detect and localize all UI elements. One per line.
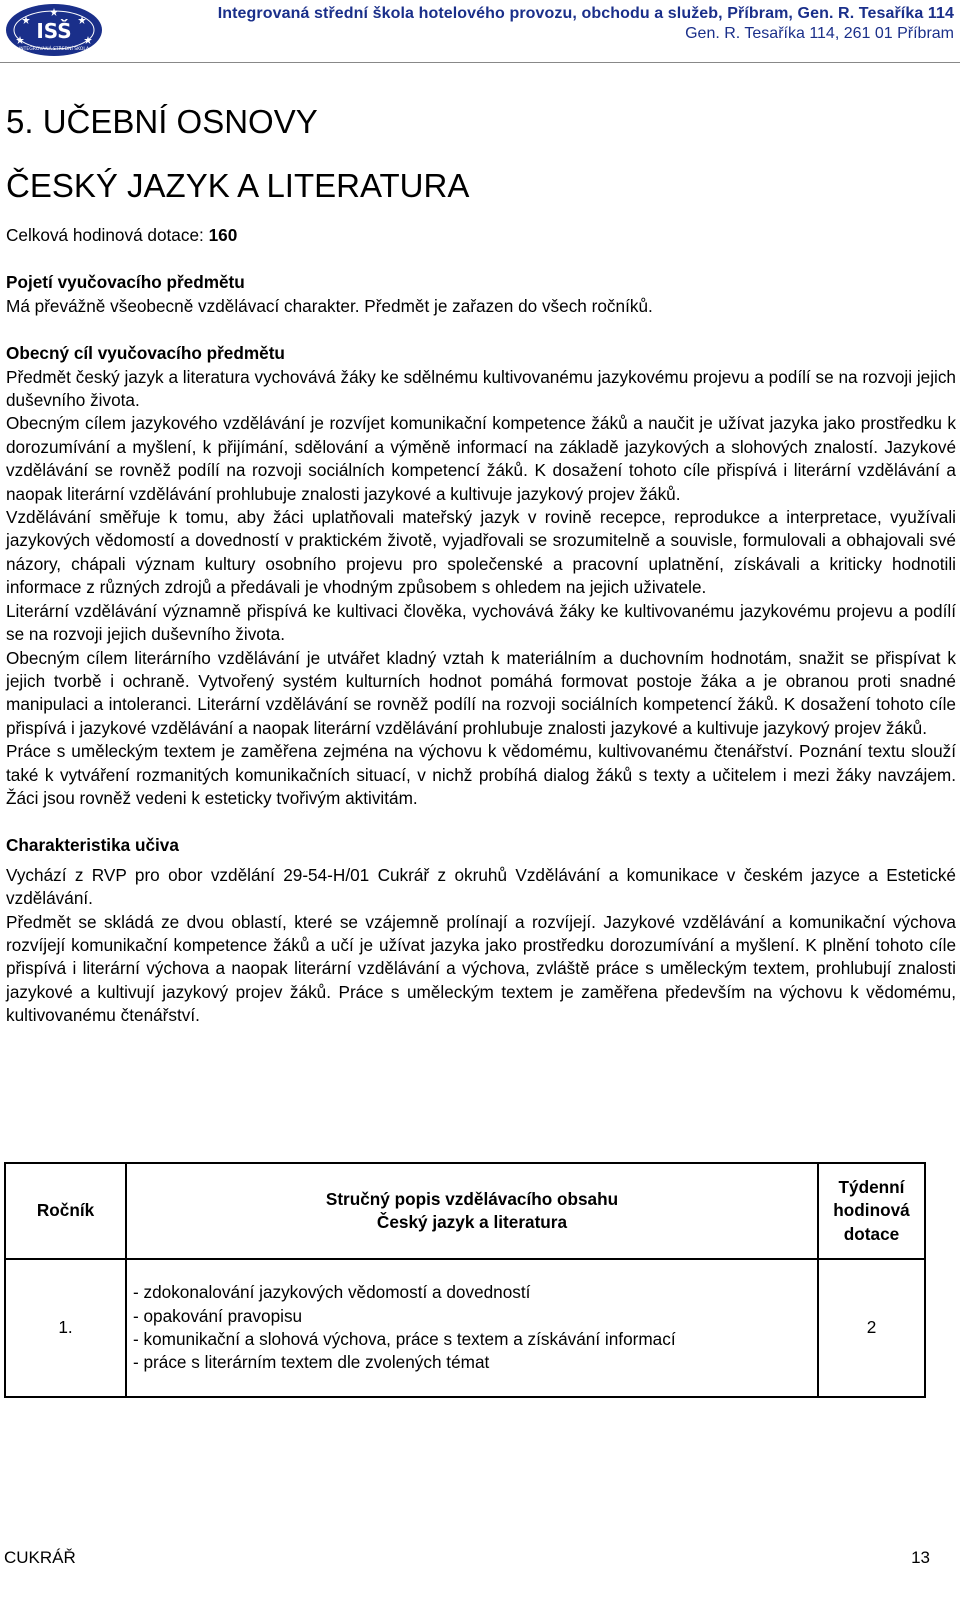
subject-title: ČESKÝ JAZYK A LITERATURA	[6, 167, 470, 204]
curriculum-table	[4, 1162, 926, 1398]
header-hours-line: hodinová	[833, 1200, 910, 1221]
row-year: 1.	[5, 1259, 126, 1397]
topic-item: - opakování pravopisu	[133, 1305, 303, 1326]
curriculum-paragraph: Předmět se skládá ze dvou oblastí, které se vzájemně prolínají a rozvíjejí. Jazykové vzdělávání a komunikační výchova rozvíjejí komunikační kompetence žáků a učí je užívat jazyka jako prostředku dorozumívání a myšlení. K plnění tohoto cíle přispívá i literární výchova a naopak literární vzdělávání a výchova, zvláště práce s uměleckým textem, prohlubují znalosti jazykové a kultivují jazykový projev žáků. Práce s uměleckým textem je zaměřena především na výchovu k vědomému, kultivovanému čtenářství.	[6, 911, 956, 1026]
document-body	[6, 96, 956, 1028]
header-content-line: Český jazyk a literatura	[376, 1212, 568, 1232]
school-address: Gen. R. Tesaříka 114, 261 01 Příbram	[685, 25, 954, 42]
header-hours-line: Týdenní	[838, 1176, 905, 1197]
page-header	[0, 0, 960, 62]
concept-text: Má převážně všeobecně vzdělávací charakter. Předmět je zařazen do všech ročníků.	[6, 295, 653, 316]
total-hours-value: 160	[208, 225, 238, 245]
logo-text: ISŠ	[36, 19, 72, 43]
school-logo	[4, 2, 104, 58]
table-row	[5, 1259, 925, 1397]
concept-heading: Pojetí vyučovacího předmětu	[6, 272, 245, 293]
goal-paragraph: Práce s uměleckým textem je zaměřena zejména na výchovu k vědomému, kultivovanému čtenářství. Poznání textu slouží také k vytváření rozmanitých komunikačních situací, v nichž probíhá dialog žáků s texty a učitelem i mezi žáky navzájem. Žáci jsou rovněž vedeni k esteticky tvořivým aktivitám.	[6, 741, 956, 808]
header-hours	[818, 1163, 925, 1259]
header-year: Ročník	[5, 1163, 126, 1259]
topic-item: - zdokonalování jazykových vědomostí a dovedností	[133, 1282, 531, 1303]
curriculum-heading: Charakteristika učiva	[6, 835, 179, 856]
footer-field: CUKRÁŘ	[4, 1548, 76, 1567]
chapter-title: 5. UČEBNÍ OSNOVY	[6, 103, 318, 140]
school-info	[218, 4, 954, 44]
goal-paragraph: Vzdělávání směřuje k tomu, aby žáci uplatňovali mateřský jazyk v rovině recepce, reprodukce a interpretace, využívali jazykových vědomostí a dovedností v praktickém životě, vyjadřovali se srozumitelně a souvisle, formulovali a obhajovali své názory, chápali význam kultury osobního projevu pro společenské a pracovní uplatnění, získávali a kriticky hodnotili informace z různých zdrojů a předávali je vhodným způsobem s ohledem na jejich uživatele.	[6, 507, 956, 598]
header-content-line: Stručný popis vzdělávacího obsahu	[325, 1188, 619, 1209]
goal-paragraph: Obecným cílem jazykového vzdělávání je rozvíjet komunikační kompetence žáků a naučit je užívat jazyka jako prostředku k dorozumívání a myšlení, k přijímání, sdělování a výměně informací na základě jazykových a slohových znalostí. Jazykové vzdělávání se rovněž podílí na rozvoji sociálních kompetencí žáků. K dosažení tohoto cíle přispívá i literární vzdělávání a naopak literární vzdělávání prohlubuje znalosti jazykové a kultivuje jazykový projev žáků.	[6, 413, 956, 504]
total-hours-label: Celková hodinová dotace:	[6, 225, 209, 245]
total-hours	[6, 224, 956, 247]
goal-paragraph: Literární vzdělávání významně přispívá ke kultivaci člověka, vychovává žáky ke kultivovanému jazykovému projevu a podílí se na rozvoji jejich duševního života.	[6, 600, 956, 645]
page-number: 13	[911, 1548, 930, 1567]
goal-heading: Obecný cíl vyučovacího předmětu	[6, 343, 285, 364]
row-topics	[126, 1259, 818, 1397]
header-divider	[0, 62, 960, 63]
topic-item: - komunikační a slohová výchova, práce s textem a získávání informací	[133, 1329, 676, 1349]
school-name: Integrovaná střední škola hotelového provozu, obchodu a služeb, Příbram, Gen. R. Tesaříka 114	[217, 5, 954, 22]
topic-item: - práce s literárním textem dle zvolených témat	[133, 1352, 490, 1373]
row-hours: 2	[818, 1259, 925, 1397]
table-header-row	[5, 1163, 925, 1259]
header-hours-line: dotace	[843, 1223, 900, 1244]
goal-paragraph: Obecným cílem literárního vzdělávání je utvářet kladný vztah k materiálním a duchovním hodnotám, snažit se přispívat k jejich tvorbě i ochraně. Vytvořený systém kulturních hodnot pomáhá formovat postoje žáka a je obranou proti snadné manipulaci a intoleranci. Literární vzdělávání se rovněž podílí na rozvoji sociálních kompetencí žáků. K dosažení tohoto cíle přispívá i jazykové vzdělávání a naopak literární vzdělávání prohlubuje znalosti jazykové a kultivuje jazykový projev žáků.	[6, 647, 956, 738]
curriculum-paragraph: Vychází z RVP pro obor vzdělání 29-54-H/01 Cukrář z okruhů Vzdělávání a komunikace v českém jazyce a Estetické vzdělávání.	[6, 864, 956, 909]
header-content	[126, 1163, 818, 1259]
goal-paragraph: Předmět český jazyk a literatura vychovává žáky ke sdělnému kultivovanému jazykovému projevu a podílí se na rozvoji jejich duševního života.	[6, 366, 956, 411]
logo-ring-text: INTEGROVANÁ STŘEDNÍ ŠKOLA	[18, 47, 90, 52]
